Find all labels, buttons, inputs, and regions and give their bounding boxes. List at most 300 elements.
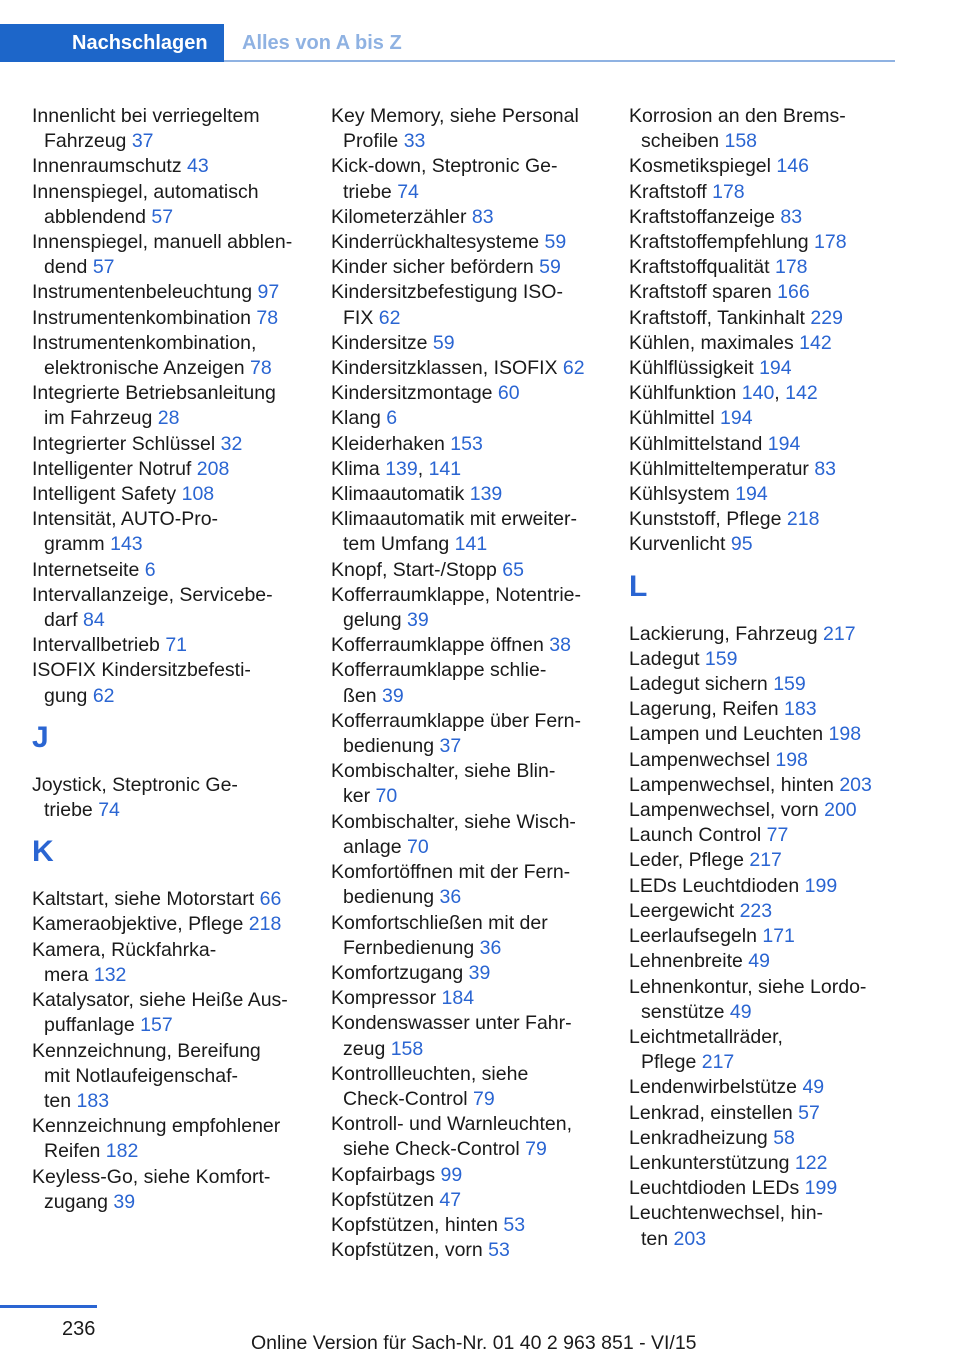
index-entry-term: Kontroll- und Warnleuchten, bbox=[331, 1113, 572, 1136]
page-reference-link[interactable]: 33 bbox=[403, 130, 426, 153]
page-reference-link[interactable]: 158 bbox=[390, 1037, 424, 1060]
index-entry bbox=[32, 938, 322, 988]
page-reference-link[interactable]: 229 bbox=[810, 306, 843, 329]
index-entry-term: tem Umfang bbox=[343, 533, 455, 556]
index-entry bbox=[629, 949, 919, 974]
index-entry-term: Innenlicht bei verriegeltem bbox=[32, 105, 260, 127]
page-reference-link[interactable]: 218 bbox=[786, 508, 820, 531]
index-entry-term: Kombischalter, siehe Blin- bbox=[331, 760, 556, 783]
page-reference-link[interactable]: 49 bbox=[729, 1000, 752, 1023]
page-reference-link[interactable]: 47 bbox=[439, 1188, 462, 1211]
index-entry-term: Lampenwechsel bbox=[629, 748, 776, 771]
page-reference-link[interactable]: 74 bbox=[397, 180, 419, 203]
index-entry bbox=[331, 810, 621, 860]
page-reference-link[interactable]: 32 bbox=[220, 432, 243, 455]
index-entry-term: Lenkrad, einstellen bbox=[629, 1101, 799, 1124]
index-entry-term: Keyless-Go, siehe Komfort- bbox=[32, 1165, 271, 1188]
page-reference-link[interactable]: 208 bbox=[196, 457, 230, 480]
page-reference-link[interactable]: 57 bbox=[798, 1101, 820, 1124]
page-reference-link[interactable]: 217 bbox=[701, 1051, 735, 1074]
index-entry-term: LEDs Leuchtdioden bbox=[629, 874, 805, 897]
page-reference-link[interactable]: 194 bbox=[735, 483, 768, 506]
index-entry bbox=[32, 432, 322, 457]
page-reference-link[interactable]: 158 bbox=[724, 130, 758, 153]
index-entry-term: Joystick, Steptronic Ge- bbox=[32, 773, 238, 796]
index-entry bbox=[629, 532, 919, 557]
index-entry-term: Lampen und Leuchten bbox=[629, 723, 829, 746]
index-entry bbox=[629, 1126, 919, 1151]
page-reference-link[interactable]: 166 bbox=[777, 281, 810, 304]
index-entry-term: Fahrzeug bbox=[44, 130, 132, 153]
index-entry bbox=[331, 633, 621, 658]
page-reference-link[interactable]: 159 bbox=[773, 673, 806, 696]
page-reference-link[interactable]: 203 bbox=[673, 1227, 707, 1250]
index-entry bbox=[32, 331, 322, 381]
page-reference-link[interactable]: 146 bbox=[776, 155, 809, 178]
page-reference-link[interactable]: 184 bbox=[441, 987, 475, 1010]
index-entry bbox=[629, 672, 919, 697]
page-reference-link[interactable]: 141 bbox=[428, 457, 462, 480]
index-entry bbox=[32, 583, 322, 633]
index-entry bbox=[629, 1201, 919, 1251]
index-entry-term: Klang bbox=[331, 407, 387, 430]
page-reference-link[interactable]: 6 bbox=[386, 407, 398, 430]
page-reference-link[interactable]: 157 bbox=[140, 1014, 173, 1037]
index-entry bbox=[32, 306, 322, 331]
index-entry-term: Ladegut bbox=[629, 647, 705, 670]
index-entry bbox=[331, 658, 621, 708]
page-reference-link[interactable]: 223 bbox=[739, 899, 773, 922]
index-entry-term: Leichtmetallräder, bbox=[629, 1025, 783, 1048]
index-entry-term: triebe bbox=[343, 180, 398, 203]
index-entry-term: Intelligenter Notruf bbox=[32, 457, 197, 480]
index-entry bbox=[331, 1163, 621, 1188]
index-entry-term: Kühlmittel bbox=[629, 407, 721, 430]
index-entry-term: Intervallbetrieb bbox=[32, 634, 166, 657]
page-reference-link[interactable]: 159 bbox=[704, 647, 738, 670]
page-reference-link[interactable]: 74 bbox=[98, 799, 120, 822]
index-entry bbox=[331, 1011, 621, 1061]
page-reference-link[interactable]: 59 bbox=[432, 331, 455, 354]
index-entry bbox=[331, 583, 621, 633]
index-entry-term: darf bbox=[44, 609, 84, 632]
page-reference-link[interactable]: 39 bbox=[406, 609, 429, 632]
page-reference-link[interactable]: 198 bbox=[775, 748, 808, 771]
index-entry-term: Lehnenkontur, siehe Lordo- bbox=[629, 975, 867, 998]
index-entry-term: Kopfstützen, vorn bbox=[331, 1239, 489, 1262]
page-reference-link[interactable]: 38 bbox=[549, 634, 571, 657]
page-reference-link[interactable]: 83 bbox=[471, 205, 494, 228]
index-entry bbox=[331, 961, 621, 986]
index-entry bbox=[32, 482, 322, 507]
index-entry-term: Kühlflüssigkeit bbox=[629, 357, 760, 380]
page-reference-link[interactable]: 122 bbox=[794, 1151, 828, 1174]
index-entry bbox=[32, 988, 322, 1038]
index-entry-term: Pflege bbox=[641, 1051, 702, 1074]
page-reference-link[interactable]: 139 bbox=[469, 483, 503, 506]
page-reference-link[interactable]: 37 bbox=[131, 130, 154, 153]
index-entry bbox=[32, 1039, 322, 1115]
page-reference-link[interactable]: 178 bbox=[712, 180, 745, 203]
page-reference-link[interactable]: 66 bbox=[259, 888, 282, 911]
page-reference-link[interactable]: 171 bbox=[762, 925, 795, 948]
index-entry-term: Kombischalter, siehe Wisch- bbox=[331, 810, 576, 833]
index-entry bbox=[629, 381, 919, 406]
index-entry-term: Klimaautomatik bbox=[331, 483, 470, 506]
index-entry bbox=[32, 154, 322, 179]
index-entry-term: Lampenwechsel, hinten bbox=[629, 773, 840, 796]
index-entry-term: bedienung bbox=[343, 886, 440, 909]
index-entry-term: Kompressor bbox=[331, 987, 442, 1010]
index-entry bbox=[629, 280, 919, 305]
index-entry bbox=[331, 331, 621, 356]
index-entry bbox=[331, 255, 621, 280]
index-letter-heading: J bbox=[32, 720, 49, 754]
index-entry-term: Leder, Pflege bbox=[629, 849, 750, 872]
index-entry-term: Kontrollleuchten, siehe bbox=[331, 1062, 529, 1085]
index-entry bbox=[331, 1238, 621, 1263]
page-reference-link[interactable]: 183 bbox=[76, 1089, 110, 1112]
page-reference-link[interactable]: 200 bbox=[824, 799, 857, 822]
index-entry-term: Kurvenlicht bbox=[629, 533, 731, 556]
page-reference-link[interactable]: 39 bbox=[468, 961, 491, 984]
page-reference-link[interactable]: 78 bbox=[256, 306, 279, 329]
index-entry bbox=[331, 986, 621, 1011]
page-reference-link[interactable]: 84 bbox=[83, 609, 105, 632]
index-entry-term: im Fahrzeug bbox=[44, 407, 158, 430]
index-entry bbox=[629, 205, 919, 230]
page-reference-link[interactable]: 70 bbox=[375, 785, 398, 808]
index-entry-term: Kilometerzähler bbox=[331, 205, 472, 228]
index-entry bbox=[32, 230, 322, 280]
page-reference-link[interactable]: 108 bbox=[181, 483, 215, 506]
index-entry-term: gramm bbox=[44, 533, 111, 556]
index-entry-term: zugang bbox=[44, 1190, 114, 1213]
index-entry bbox=[331, 104, 621, 154]
page-reference-link[interactable]: 49 bbox=[802, 1076, 825, 1099]
index-entry bbox=[32, 1114, 322, 1164]
index-entry-term: siehe Check-Control bbox=[343, 1138, 526, 1161]
index-entry-term: Kofferraumklappe schlie- bbox=[331, 659, 547, 682]
index-entry bbox=[32, 912, 322, 937]
page-reference-link[interactable]: 71 bbox=[165, 634, 188, 657]
index-entry-term: senstütze bbox=[641, 1000, 730, 1023]
index-entry-term: Innenspiegel, automatisch bbox=[32, 180, 259, 203]
page-reference-link[interactable]: 53 bbox=[503, 1213, 526, 1236]
index-entry-term: Lagerung, Reifen bbox=[629, 698, 785, 721]
page-reference-link[interactable]: 142 bbox=[799, 331, 832, 354]
index-entry-term: Klimaautomatik mit erweiter- bbox=[331, 508, 577, 531]
index-entry-term: zeug bbox=[343, 1037, 391, 1060]
index-entry-term: Lampenwechsel, vorn bbox=[629, 799, 825, 822]
index-entry-term: Leuchtenwechsel, hin- bbox=[629, 1202, 824, 1225]
index-entry bbox=[629, 899, 919, 924]
page-reference-link[interactable]: 141 bbox=[454, 533, 488, 556]
page-reference-link[interactable]: 178 bbox=[814, 231, 847, 254]
index-entry-term: Instrumentenkombination bbox=[32, 306, 257, 329]
page-reference-link[interactable]: 36 bbox=[479, 936, 502, 959]
index-entry-term: Lendenwirbelstütze bbox=[629, 1076, 803, 1099]
index-entry bbox=[629, 154, 919, 179]
index-entry bbox=[331, 1188, 621, 1213]
index-entry bbox=[629, 104, 919, 154]
page-reference-link[interactable]: 194 bbox=[720, 407, 753, 430]
page-reference-link[interactable]: 178 bbox=[774, 256, 808, 279]
page-reference-link[interactable]: 97 bbox=[257, 281, 280, 304]
index-entry bbox=[629, 622, 919, 647]
index-entry bbox=[629, 1101, 919, 1126]
index-entry bbox=[331, 154, 621, 204]
tab-alles-von-a-bis-z[interactable]: Alles von A bis Z bbox=[242, 32, 402, 54]
index-entry-term: Kunststoff, Pflege bbox=[629, 508, 787, 531]
page-reference-link[interactable]: 49 bbox=[748, 950, 770, 973]
index-entry-term: mera bbox=[44, 963, 94, 986]
index-letter-heading: L bbox=[629, 569, 648, 603]
page-reference-link[interactable]: 28 bbox=[157, 407, 180, 430]
page-reference-link[interactable]: 37 bbox=[439, 735, 462, 758]
index-entry bbox=[629, 924, 919, 949]
index-entry bbox=[629, 848, 919, 873]
page-separator: , bbox=[417, 457, 429, 480]
index-entry bbox=[629, 874, 919, 899]
index-entry bbox=[629, 1025, 919, 1075]
index-entry-term: Intervallanzeige, Servicebe- bbox=[32, 583, 273, 606]
index-entry-term: Lenkradheizung bbox=[629, 1126, 774, 1149]
page-reference-link[interactable]: 83 bbox=[814, 457, 837, 480]
page-reference-link[interactable]: 62 bbox=[92, 684, 115, 707]
index-entry bbox=[629, 773, 919, 798]
index-entry-term: anlage bbox=[343, 835, 407, 858]
index-entry-term: Kofferraumklappe öffnen bbox=[331, 634, 550, 657]
index-entry-term: Leerlaufsegeln bbox=[629, 925, 763, 948]
index-column-3 bbox=[629, 104, 919, 1252]
index-entry-term: Kondenswasser unter Fahr- bbox=[331, 1012, 572, 1035]
index-entry-term: bedienung bbox=[343, 735, 440, 758]
page-reference-link[interactable]: 139 bbox=[385, 457, 418, 480]
index-column-2 bbox=[331, 104, 621, 1263]
page-reference-link[interactable]: 62 bbox=[562, 357, 585, 380]
index-entry-term: Innenspiegel, manuell abblen- bbox=[32, 231, 293, 254]
index-entry bbox=[331, 709, 621, 759]
index-entry-term: ten bbox=[44, 1089, 77, 1112]
index-entry-term: Kühlmitteltemperatur bbox=[629, 457, 815, 480]
index-entry-term: Integrierte Betriebsanleitung bbox=[32, 382, 276, 405]
page-reference-link[interactable]: 57 bbox=[92, 256, 115, 279]
index-entry-term: Leuchtdioden LEDs bbox=[629, 1177, 805, 1200]
index-entry-term: Innenraumschutz bbox=[32, 155, 188, 178]
index-entry bbox=[629, 457, 919, 482]
index-entry-term: Kraftstoffanzeige bbox=[629, 205, 781, 228]
page-reference-link[interactable]: 39 bbox=[113, 1190, 136, 1213]
page-reference-link[interactable]: 39 bbox=[382, 684, 404, 707]
index-entry bbox=[331, 205, 621, 230]
page-reference-link[interactable]: 142 bbox=[785, 382, 818, 405]
online-version-note: Online Version für Sach-Nr. 01 40 2 963 851 - VI/15 bbox=[251, 1332, 697, 1354]
index-entry-term: Lehnenbreite bbox=[629, 950, 749, 973]
page-reference-link[interactable]: 43 bbox=[187, 155, 209, 178]
index-entry-term: Profile bbox=[343, 130, 404, 153]
page-reference-link[interactable]: 143 bbox=[110, 533, 143, 556]
index-entry-term: Kraftstoffqualität bbox=[629, 256, 775, 279]
index-entry bbox=[331, 356, 621, 381]
index-entry bbox=[331, 1062, 621, 1112]
page-reference-link[interactable]: 60 bbox=[497, 382, 520, 405]
index-entry-term: Kindersitzmontage bbox=[331, 382, 498, 405]
index-entry bbox=[32, 280, 322, 305]
index-entry bbox=[629, 306, 919, 331]
index-entry-term: Klima bbox=[331, 457, 386, 480]
index-entry bbox=[629, 647, 919, 672]
page-reference-link[interactable]: 83 bbox=[780, 205, 803, 228]
index-letter-heading: K bbox=[32, 835, 54, 869]
index-entry-term: scheiben bbox=[641, 130, 725, 153]
index-entry-term: Kühlsystem bbox=[629, 483, 736, 506]
index-entry-term: triebe bbox=[44, 799, 99, 822]
page-reference-link[interactable]: 36 bbox=[439, 886, 462, 909]
index-entry-term: Kopfstützen, hinten bbox=[331, 1213, 504, 1236]
index-entry bbox=[331, 457, 621, 482]
index-entry-term: Korrosion an den Brems- bbox=[629, 105, 846, 127]
page-reference-link[interactable]: 153 bbox=[450, 432, 483, 455]
index-entry-term: Kraftstoffempfehlung bbox=[629, 231, 815, 254]
page-reference-link[interactable]: 78 bbox=[249, 357, 272, 380]
index-entry bbox=[32, 104, 322, 154]
index-entry-term: Lackierung, Fahrzeug bbox=[629, 622, 824, 645]
page-reference-link[interactable]: 199 bbox=[804, 874, 838, 897]
index-entry bbox=[331, 911, 621, 961]
page-reference-link[interactable]: 140 bbox=[741, 382, 775, 405]
index-entry-term: puffanlage bbox=[44, 1014, 141, 1037]
index-entry bbox=[331, 432, 621, 457]
index-entry bbox=[629, 722, 919, 747]
index-entry bbox=[629, 482, 919, 507]
index-entry-term: elektronische Anzeigen bbox=[44, 357, 250, 380]
index-entry bbox=[331, 558, 621, 583]
index-entry-term: Kleiderhaken bbox=[331, 432, 451, 455]
index-entry bbox=[629, 406, 919, 431]
index-entry bbox=[32, 773, 322, 823]
index-entry-term: Kühlen, maximales bbox=[629, 331, 800, 354]
index-entry bbox=[629, 507, 919, 532]
page-reference-link[interactable]: 62 bbox=[378, 306, 401, 329]
index-entry-term: Kosmetikspiegel bbox=[629, 155, 777, 178]
index-entry bbox=[331, 381, 621, 406]
page-reference-link[interactable]: 6 bbox=[144, 558, 156, 581]
index-entry bbox=[32, 457, 322, 482]
page-reference-link[interactable]: 58 bbox=[773, 1126, 795, 1149]
index-entry bbox=[629, 1075, 919, 1100]
index-entry-term: Key Memory, siehe Personal bbox=[331, 105, 579, 127]
index-entry bbox=[331, 860, 621, 910]
index-entry-term: ten bbox=[641, 1227, 674, 1250]
index-entry bbox=[629, 180, 919, 205]
page-reference-link[interactable]: 57 bbox=[151, 205, 174, 228]
page-reference-link[interactable]: 77 bbox=[766, 824, 789, 847]
index-entry bbox=[629, 823, 919, 848]
index-entry bbox=[629, 255, 919, 280]
index-entry bbox=[32, 633, 322, 658]
page-reference-link[interactable]: 79 bbox=[525, 1138, 547, 1161]
index-entry bbox=[629, 697, 919, 722]
index-entry bbox=[629, 798, 919, 823]
index-entry bbox=[629, 356, 919, 381]
index-entry-term: mit Notlaufeigenschaf- bbox=[44, 1064, 239, 1087]
page-reference-link[interactable]: 183 bbox=[784, 698, 817, 721]
index-entry-term: Ladegut sichern bbox=[629, 673, 774, 696]
index-entry-term: Kameraobjektive, Pflege bbox=[32, 913, 249, 936]
index-entry-term: ker bbox=[343, 785, 376, 808]
index-entry bbox=[331, 1213, 621, 1238]
tab-nachschlagen[interactable]: Nachschlagen bbox=[0, 24, 224, 62]
page-reference-link[interactable]: 194 bbox=[759, 357, 792, 380]
page-reference-link[interactable]: 194 bbox=[767, 432, 801, 455]
index-entry bbox=[629, 1151, 919, 1176]
index-entry-term: Instrumentenkombination, bbox=[32, 331, 257, 354]
index-entry-term: Kinderrückhaltesysteme bbox=[331, 231, 545, 254]
page-reference-link[interactable]: 59 bbox=[544, 231, 567, 254]
index-entry-term: Komfortöffnen mit der Fern- bbox=[331, 861, 571, 884]
index-entry-term: dend bbox=[44, 256, 93, 279]
index-entry-term: Reifen bbox=[44, 1140, 106, 1163]
page-reference-link[interactable]: 65 bbox=[502, 558, 524, 581]
page-reference-link[interactable]: 182 bbox=[105, 1140, 139, 1163]
index-entry bbox=[629, 432, 919, 457]
page-reference-link[interactable]: 95 bbox=[730, 533, 753, 556]
index-entry-term: Internetseite bbox=[32, 558, 145, 581]
page-reference-link[interactable]: 99 bbox=[440, 1163, 463, 1186]
index-entry bbox=[331, 1112, 621, 1162]
header-tabs bbox=[0, 24, 895, 62]
index-entry-term: Kopfairbags bbox=[331, 1163, 441, 1186]
footer-rule bbox=[0, 1305, 97, 1308]
page-reference-link[interactable]: 70 bbox=[406, 835, 429, 858]
index-entry bbox=[629, 975, 919, 1025]
page-reference-link[interactable]: 217 bbox=[823, 622, 856, 645]
index-entry bbox=[629, 748, 919, 773]
index-entry bbox=[331, 280, 621, 330]
page-reference-link[interactable]: 199 bbox=[804, 1177, 838, 1200]
index-entry-term: Intelligent Safety bbox=[32, 483, 182, 506]
page-reference-link[interactable]: 79 bbox=[473, 1087, 495, 1110]
index-entry bbox=[32, 1165, 322, 1215]
index-entry-term: Kennzeichnung, Bereifung bbox=[32, 1039, 261, 1062]
index-entry-term: Katalysator, siehe Heiße Aus- bbox=[32, 989, 288, 1012]
index-entry bbox=[331, 759, 621, 809]
index-entry bbox=[331, 230, 621, 255]
page-reference-link[interactable]: 59 bbox=[539, 256, 561, 279]
page-reference-link[interactable]: 132 bbox=[93, 963, 127, 986]
index-entry bbox=[331, 406, 621, 431]
index-entry-term: abblendend bbox=[44, 205, 152, 228]
index-entry bbox=[331, 482, 621, 507]
index-entry-term: Kühlfunktion bbox=[629, 382, 742, 405]
tab-underline bbox=[224, 60, 895, 62]
index-entry-term: Kopfstützen bbox=[331, 1188, 440, 1211]
page-reference-link[interactable]: 217 bbox=[749, 849, 782, 872]
page-reference-link[interactable]: 198 bbox=[828, 723, 862, 746]
index-entry bbox=[32, 180, 322, 230]
index-entry bbox=[32, 558, 322, 583]
index-entry-term: Kofferraumklappe, Notentrie- bbox=[331, 583, 582, 606]
index-entry bbox=[331, 507, 621, 557]
index-entry-term: Kühlmittelstand bbox=[629, 432, 768, 455]
index-entry-term: Kinder sicher befördern bbox=[331, 256, 540, 279]
index-entry bbox=[32, 507, 322, 557]
index-entry-term: Kraftstoff sparen bbox=[629, 281, 778, 304]
page-reference-link[interactable]: 218 bbox=[248, 913, 282, 936]
page-reference-link[interactable]: 53 bbox=[488, 1239, 510, 1262]
page-reference-link[interactable]: 203 bbox=[839, 773, 872, 796]
